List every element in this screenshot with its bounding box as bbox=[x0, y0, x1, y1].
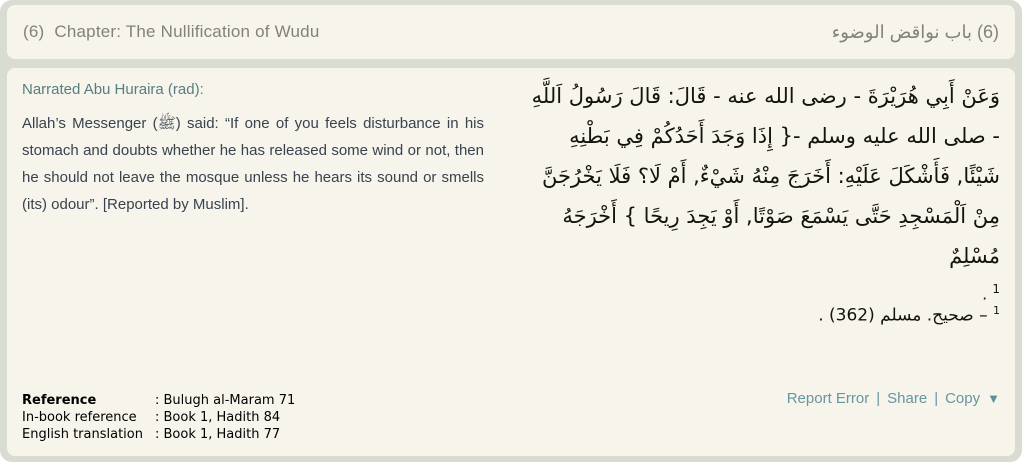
chapter-title-en-text: Chapter: The Nullification of Wudu bbox=[54, 22, 320, 41]
chevron-down-icon[interactable]: ▼ bbox=[987, 391, 1000, 406]
in-book-reference-label: In-book reference bbox=[22, 410, 137, 425]
reference-value: : Bulugh al-Maram 71 bbox=[155, 393, 296, 408]
hadith-card bbox=[7, 68, 1015, 456]
chapter-header-bar bbox=[7, 5, 1015, 59]
footnote-marker-period: . bbox=[982, 284, 988, 304]
hadith-arabic-text: وَعَنْ أَبِي هُرَيْرَةَ - رضى الله عنه - قَالَ: قَالَ رَسُولُ اَللَّهِ - صلى الله عليه وسلم -{ إِذَا وَجَدَ أَحَدُكُمْ فِي بَطْنِهِ شَيْئًا, فَأَشْكَلَ عَلَيْهِ: أَخَرَجَ مِنْهُ شَيْءٌ, أَمْ لَا؟ فَلَا يَخْرُجَنَّ مِنْ اَلْمَسْجِدِ حَتَّى يَسْمَعَ صَوْتًا, أَوْ يَجِدَ رِيحًا } أَخْرَجَهُ مُسْلِمٌ bbox=[531, 84, 1000, 268]
reference-label: Reference bbox=[22, 393, 97, 408]
reference-row bbox=[22, 426, 295, 443]
footnote-reference-marker bbox=[528, 276, 1000, 307]
footnote-text: – صحيح. مسلم (362) . bbox=[818, 305, 988, 326]
chapter-number: (6) bbox=[23, 22, 45, 41]
arabic-column bbox=[528, 76, 1000, 307]
narrator-line: Narrated Abu Huraira (rad): bbox=[22, 81, 204, 98]
footnote-marker-number: 1 bbox=[992, 282, 1000, 296]
english-column bbox=[22, 81, 484, 218]
reference-block bbox=[22, 392, 295, 443]
in-book-reference-value: : Book 1, Hadith 84 bbox=[155, 410, 281, 425]
report-error-link[interactable]: Report Error bbox=[786, 390, 870, 407]
link-separator: | bbox=[876, 390, 881, 407]
arabic-grading-footnote bbox=[818, 304, 1000, 326]
reference-row bbox=[22, 392, 295, 409]
hadith-english-text: Allah’s Messenger (ﷺ) said: “If one of you feels disturbance in his stomach and doubts whether he has released some wind or not, then he should not leave the mosque unless he hears its sound or smells (its) odour”. [Reported by Muslim]. bbox=[22, 115, 484, 213]
english-translation-label: English translation bbox=[22, 427, 143, 442]
share-link[interactable]: Share bbox=[887, 390, 928, 407]
english-translation-value: : Book 1, Hadith 77 bbox=[155, 427, 281, 442]
chapter-title-arabic: (6) باب نواقض الوضوء bbox=[831, 21, 999, 42]
link-separator: | bbox=[934, 390, 939, 407]
reference-row bbox=[22, 409, 295, 426]
action-links bbox=[787, 390, 1000, 407]
footnote-number: 1 bbox=[993, 304, 1000, 317]
copy-link[interactable]: Copy bbox=[945, 390, 981, 407]
chapter-title-english bbox=[23, 22, 319, 42]
